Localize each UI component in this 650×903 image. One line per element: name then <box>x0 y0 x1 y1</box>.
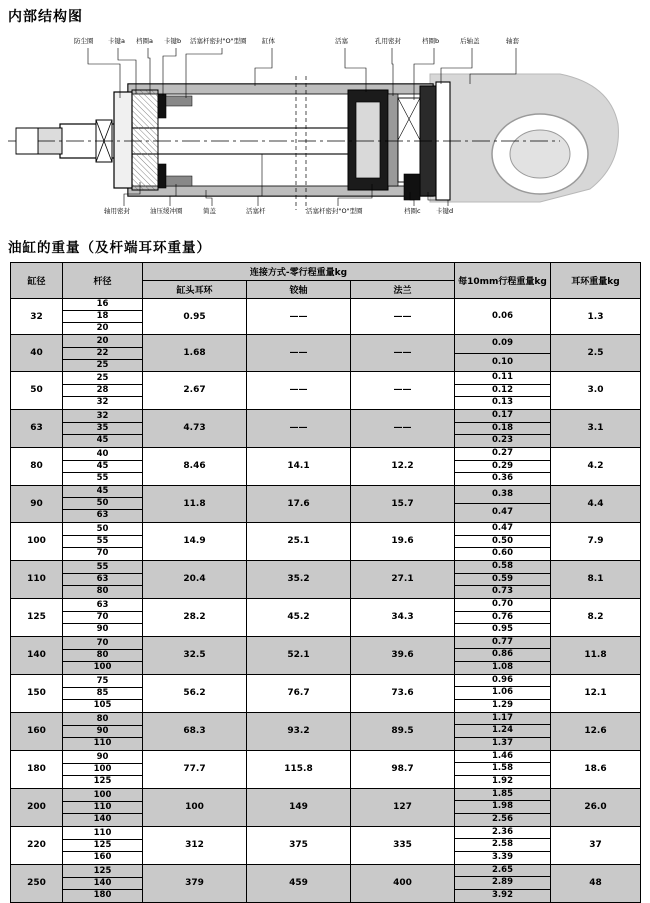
cell-clevis-weight: 77.7 <box>143 750 247 788</box>
rod-value: 25 <box>96 359 109 370</box>
cell-rod-list <box>63 485 143 522</box>
rod-value: 50 <box>63 498 142 510</box>
per-10mm-value: 1.24 <box>455 725 550 738</box>
per-10mm-value: 0.47 <box>455 523 550 536</box>
col-bore: 缸径 <box>11 263 63 299</box>
per-10mm-value: 1.29 <box>492 700 513 711</box>
rod-value: 90 <box>63 752 142 764</box>
per-10mm-value: 0.50 <box>455 536 550 549</box>
table-row <box>11 598 641 636</box>
diagram-label-bottom-5: 档圈c <box>404 207 421 215</box>
per-10mm-value: 0.95 <box>492 624 513 635</box>
per-10mm-value: 0.96 <box>455 675 550 688</box>
diagram-label-top-9: 后轴盖 <box>460 37 480 45</box>
rod-value: 50 <box>63 524 142 536</box>
rod-value: 75 <box>63 676 142 688</box>
rod-value: 63 <box>63 574 142 586</box>
cell-trunnion-weight: 52.1 <box>247 636 351 674</box>
cell-flange-weight: 98.7 <box>351 750 455 788</box>
cell-rod-list <box>63 788 143 826</box>
cell-eye-weight: 48 <box>551 864 641 902</box>
table-row <box>11 712 641 750</box>
cell-per-10mm-list <box>455 299 551 335</box>
per-10mm-value: 1.85 <box>455 789 550 802</box>
per-10mm-value: 0.77 <box>455 637 550 650</box>
rod-value: 55 <box>96 472 109 483</box>
rod-value: 25 <box>63 373 142 385</box>
cell-flange-weight: 335 <box>351 826 455 864</box>
table-row <box>11 636 641 674</box>
rod-value: 90 <box>63 726 142 738</box>
cell-trunnion-weight: 149 <box>247 788 351 826</box>
per-10mm-value: 0.10 <box>492 356 513 367</box>
cell-per-10mm-list <box>455 560 551 598</box>
cell-clevis-weight: 8.46 <box>143 447 247 485</box>
cell-clevis-weight: 68.3 <box>143 712 247 750</box>
per-10mm-value: 2.58 <box>455 839 550 852</box>
rod-value: 20 <box>63 336 142 348</box>
cell-clevis-weight: 4.73 <box>143 409 247 447</box>
per-10mm-value: 1.08 <box>492 662 513 673</box>
cell-bore: 200 <box>11 788 63 826</box>
cell-eye-weight: 12.6 <box>551 712 641 750</box>
cell-per-10mm-list <box>455 674 551 712</box>
cell-rod-list <box>63 299 143 335</box>
cell-bore: 90 <box>11 485 63 522</box>
table-row <box>11 674 641 712</box>
cell-trunnion-weight: 459 <box>247 864 351 902</box>
cell-trunnion-weight: 25.1 <box>247 522 351 560</box>
weight-table-wrap <box>10 262 640 903</box>
rod-value: 80 <box>63 650 142 662</box>
cell-bore: 100 <box>11 522 63 560</box>
per-10mm-value: 0.47 <box>492 507 513 518</box>
cell-rod-list <box>63 447 143 485</box>
rod-value: 63 <box>96 510 109 521</box>
cell-rod-list <box>63 335 143 372</box>
cell-bore: 150 <box>11 674 63 712</box>
cell-trunnion-weight: 93.2 <box>247 712 351 750</box>
cell-flange-weight: 73.6 <box>351 674 455 712</box>
cell-clevis-weight: 14.9 <box>143 522 247 560</box>
rod-value: 63 <box>63 600 142 612</box>
per-10mm-value: 3.39 <box>492 851 513 862</box>
rod-value: 125 <box>63 866 142 878</box>
cell-rod-list <box>63 712 143 750</box>
diagram-label-bottom-4: 活塞杆密封"O"型圈 <box>306 207 363 215</box>
cell-eye-weight: 18.6 <box>551 750 641 788</box>
cell-per-10mm-list <box>455 636 551 674</box>
per-10mm-value: 0.58 <box>455 561 550 574</box>
per-10mm-value: 1.92 <box>492 776 513 787</box>
table-row <box>11 522 641 560</box>
col-clevis: 缸头耳环 <box>143 281 247 299</box>
rod-value: 110 <box>93 737 112 748</box>
rod-value: 18 <box>63 311 142 323</box>
rod-value: 32 <box>63 411 142 423</box>
cell-bore: 80 <box>11 447 63 485</box>
per-10mm-value: 1.58 <box>455 763 550 776</box>
table-head <box>11 263 641 299</box>
cell-clevis-weight: 100 <box>143 788 247 826</box>
rod-value: 180 <box>93 889 112 900</box>
col-connect-group: 连接方式-零行程重量kg <box>143 263 455 281</box>
weight-table <box>10 262 641 903</box>
cell-bore: 110 <box>11 560 63 598</box>
cell-clevis-weight: 0.95 <box>143 299 247 335</box>
diagram-label-bottom-0: 轴用密封 <box>104 207 130 215</box>
per-10mm-value: 0.09 <box>455 335 550 354</box>
cell-clevis-weight: 32.5 <box>143 636 247 674</box>
cell-per-10mm-list <box>455 522 551 560</box>
per-10mm-value: 1.37 <box>492 738 513 749</box>
cell-eye-weight: 4.4 <box>551 485 641 522</box>
diagram-label-top-10: 轴套 <box>506 37 519 45</box>
col-flange: 法兰 <box>351 281 455 299</box>
col-rod: 杆径 <box>63 263 143 299</box>
per-10mm-value: 1.17 <box>455 713 550 726</box>
cell-eye-weight: 1.3 <box>551 299 641 335</box>
rod-value: 125 <box>93 775 112 786</box>
rod-value: 45 <box>63 461 142 473</box>
rod-value: 55 <box>63 562 142 574</box>
cell-flange-weight: 27.1 <box>351 560 455 598</box>
cell-flange-weight: 400 <box>351 864 455 902</box>
cell-per-10mm-list <box>455 750 551 788</box>
cell-eye-weight: 8.2 <box>551 598 641 636</box>
rod-value: 110 <box>63 802 142 814</box>
page-title: 内部结构图 <box>8 9 83 25</box>
diagram-label-top-3: 卡键b <box>164 37 182 45</box>
per-10mm-value: 1.98 <box>455 801 550 814</box>
per-10mm-value: 1.46 <box>455 751 550 764</box>
cell-rod-list <box>63 598 143 636</box>
cell-clevis-weight: 1.68 <box>143 335 247 372</box>
rod-value: 32 <box>96 396 109 407</box>
diagram-label-bottom-1: 油压缓冲圈 <box>150 207 183 215</box>
cell-flange-weight: —— <box>351 409 455 447</box>
cell-bore: 40 <box>11 335 63 372</box>
cell-trunnion-weight: 45.2 <box>247 598 351 636</box>
cylinder-cutaway-diagram <box>0 24 650 229</box>
cell-per-10mm-list <box>455 826 551 864</box>
diagram-label-top-1: 卡键a <box>108 37 125 45</box>
per-10mm-value: 3.92 <box>492 889 513 900</box>
cell-rod-list <box>63 409 143 447</box>
rod-value: 140 <box>63 878 142 890</box>
rod-value: 55 <box>63 536 142 548</box>
per-10mm-value: 0.73 <box>492 586 513 597</box>
table-row <box>11 750 641 788</box>
cell-clevis-weight: 11.8 <box>143 485 247 522</box>
per-10mm-value: 2.56 <box>492 814 513 824</box>
cell-rod-list <box>63 864 143 902</box>
cell-bore: 140 <box>11 636 63 674</box>
table-row <box>11 485 641 522</box>
cell-flange-weight: —— <box>351 299 455 335</box>
rod-value: 35 <box>63 423 142 435</box>
rod-value: 70 <box>63 638 142 650</box>
per-10mm-value: 0.86 <box>455 649 550 662</box>
weight-table-title: 油缸的重量（及杆端耳环重量） <box>8 240 211 256</box>
cell-trunnion-weight: —— <box>247 409 351 447</box>
cell-rod-list <box>63 826 143 864</box>
cell-bore: 220 <box>11 826 63 864</box>
cell-eye-weight: 3.0 <box>551 372 641 410</box>
per-10mm-value: 0.60 <box>492 548 513 559</box>
cell-bore: 50 <box>11 372 63 410</box>
table-row <box>11 826 641 864</box>
cell-per-10mm-list <box>455 864 551 902</box>
cell-per-10mm-list <box>455 447 551 485</box>
diagram-label-top-7: 孔用密封 <box>375 37 401 45</box>
diagram-label-top-0: 防尘圈 <box>74 37 94 45</box>
diagram-label-top-6: 活塞 <box>335 37 348 45</box>
rod-value: 45 <box>96 434 109 445</box>
rod-value: 85 <box>63 688 142 700</box>
cell-clevis-weight: 56.2 <box>143 674 247 712</box>
cell-per-10mm-list <box>455 372 551 410</box>
cell-eye-weight: 8.1 <box>551 560 641 598</box>
rod-value: 90 <box>96 623 109 634</box>
rod-value: 100 <box>93 661 112 672</box>
table-row <box>11 447 641 485</box>
per-10mm-value: 2.65 <box>455 865 550 878</box>
cell-flange-weight: 89.5 <box>351 712 455 750</box>
cell-eye-weight: 4.2 <box>551 447 641 485</box>
col-per-10mm: 每10mm行程重量kg <box>455 263 551 299</box>
cell-trunnion-weight: 76.7 <box>247 674 351 712</box>
per-10mm-value: 0.27 <box>455 448 550 461</box>
per-10mm-value: 0.76 <box>455 612 550 625</box>
table-row <box>11 560 641 598</box>
per-10mm-value: 0.70 <box>455 599 550 612</box>
cell-per-10mm-list <box>455 335 551 372</box>
per-10mm-value: 0.59 <box>455 574 550 587</box>
col-trunnion: 铰轴 <box>247 281 351 299</box>
cell-clevis-weight: 379 <box>143 864 247 902</box>
per-10mm-value: 0.38 <box>455 486 550 505</box>
diagram-label-bottom-3: 活塞杆 <box>246 207 266 215</box>
rod-value: 80 <box>96 585 109 596</box>
rod-value: 80 <box>63 714 142 726</box>
rod-value: 20 <box>96 323 109 333</box>
per-10mm-value: 2.36 <box>455 827 550 840</box>
table-head-row-1 <box>11 263 641 281</box>
rod-value: 45 <box>63 486 142 498</box>
diagram-label-bottom-2: 简盖 <box>203 207 216 215</box>
diagram-label-top-5: 缸体 <box>262 37 275 45</box>
cell-per-10mm-list <box>455 409 551 447</box>
rod-value: 110 <box>63 828 142 840</box>
per-10mm-value: 0.12 <box>455 385 550 398</box>
cell-rod-list <box>63 372 143 410</box>
rod-value: 160 <box>93 851 112 862</box>
per-10mm-value: 0.29 <box>455 461 550 474</box>
diagram-label-top-8: 档圈b <box>422 37 440 45</box>
cell-trunnion-weight: 115.8 <box>247 750 351 788</box>
rod-value: 105 <box>93 699 112 710</box>
cell-per-10mm-list <box>455 712 551 750</box>
cell-flange-weight: 39.6 <box>351 636 455 674</box>
cell-flange-weight: 34.3 <box>351 598 455 636</box>
cell-bore: 63 <box>11 409 63 447</box>
table-row <box>11 299 641 335</box>
per-10mm-value: 0.23 <box>492 435 513 446</box>
cell-trunnion-weight: 375 <box>247 826 351 864</box>
cell-eye-weight: 3.1 <box>551 409 641 447</box>
cell-trunnion-weight: —— <box>247 335 351 372</box>
table-body <box>11 299 641 903</box>
cell-eye-weight: 2.5 <box>551 335 641 372</box>
cell-eye-weight: 37 <box>551 826 641 864</box>
table-row <box>11 335 641 372</box>
cell-eye-weight: 7.9 <box>551 522 641 560</box>
per-10mm-value: 0.18 <box>455 423 550 436</box>
cell-trunnion-weight: 17.6 <box>247 485 351 522</box>
per-10mm-value: 0.06 <box>492 311 513 321</box>
cell-clevis-weight: 2.67 <box>143 372 247 410</box>
cell-trunnion-weight: —— <box>247 299 351 335</box>
cell-flange-weight: 12.2 <box>351 447 455 485</box>
diagram-label-top-4: 活塞杆密封"O"型圈 <box>190 37 247 45</box>
diagram-label-bottom-6: 卡键d <box>436 207 454 215</box>
rod-value: 16 <box>63 299 142 311</box>
cell-clevis-weight: 312 <box>143 826 247 864</box>
table-row <box>11 864 641 902</box>
table-row <box>11 409 641 447</box>
cell-per-10mm-list <box>455 788 551 826</box>
per-10mm-value: 0.17 <box>455 410 550 423</box>
rod-value: 100 <box>63 764 142 776</box>
cell-per-10mm-list <box>455 485 551 522</box>
cell-bore: 32 <box>11 299 63 335</box>
rod-value: 22 <box>63 348 142 360</box>
cell-rod-list <box>63 636 143 674</box>
rod-value: 100 <box>63 790 142 802</box>
cell-flange-weight: 19.6 <box>351 522 455 560</box>
per-10mm-value: 2.89 <box>455 877 550 890</box>
cell-eye-weight: 26.0 <box>551 788 641 826</box>
cell-bore: 125 <box>11 598 63 636</box>
cell-eye-weight: 11.8 <box>551 636 641 674</box>
cutaway-svg <box>0 24 650 229</box>
rod-value: 125 <box>63 840 142 852</box>
rod-value: 140 <box>93 813 112 824</box>
table-row <box>11 788 641 826</box>
per-10mm-value: 0.13 <box>492 397 513 408</box>
cell-rod-list <box>63 522 143 560</box>
cell-bore: 160 <box>11 712 63 750</box>
cell-flange-weight: —— <box>351 372 455 410</box>
rod-value: 70 <box>63 612 142 624</box>
cell-clevis-weight: 20.4 <box>143 560 247 598</box>
cell-bore: 180 <box>11 750 63 788</box>
cell-flange-weight: 15.7 <box>351 485 455 522</box>
cell-per-10mm-list <box>455 598 551 636</box>
cell-bore: 250 <box>11 864 63 902</box>
cell-rod-list <box>63 560 143 598</box>
cell-trunnion-weight: 35.2 <box>247 560 351 598</box>
cell-rod-list <box>63 750 143 788</box>
cell-rod-list <box>63 674 143 712</box>
diagram-label-top-2: 档圈a <box>136 37 153 45</box>
cell-flange-weight: —— <box>351 335 455 372</box>
cell-trunnion-weight: 14.1 <box>247 447 351 485</box>
per-10mm-value: 1.06 <box>455 687 550 700</box>
cell-clevis-weight: 28.2 <box>143 598 247 636</box>
per-10mm-value: 0.36 <box>492 473 513 484</box>
cell-trunnion-weight: —— <box>247 372 351 410</box>
table-row <box>11 372 641 410</box>
cell-flange-weight: 127 <box>351 788 455 826</box>
col-eye-weight: 耳环重量kg <box>551 263 641 299</box>
cell-eye-weight: 12.1 <box>551 674 641 712</box>
per-10mm-value: 0.11 <box>455 372 550 385</box>
rod-value: 40 <box>63 449 142 461</box>
rod-value: 70 <box>96 547 109 558</box>
rod-value: 28 <box>63 385 142 397</box>
